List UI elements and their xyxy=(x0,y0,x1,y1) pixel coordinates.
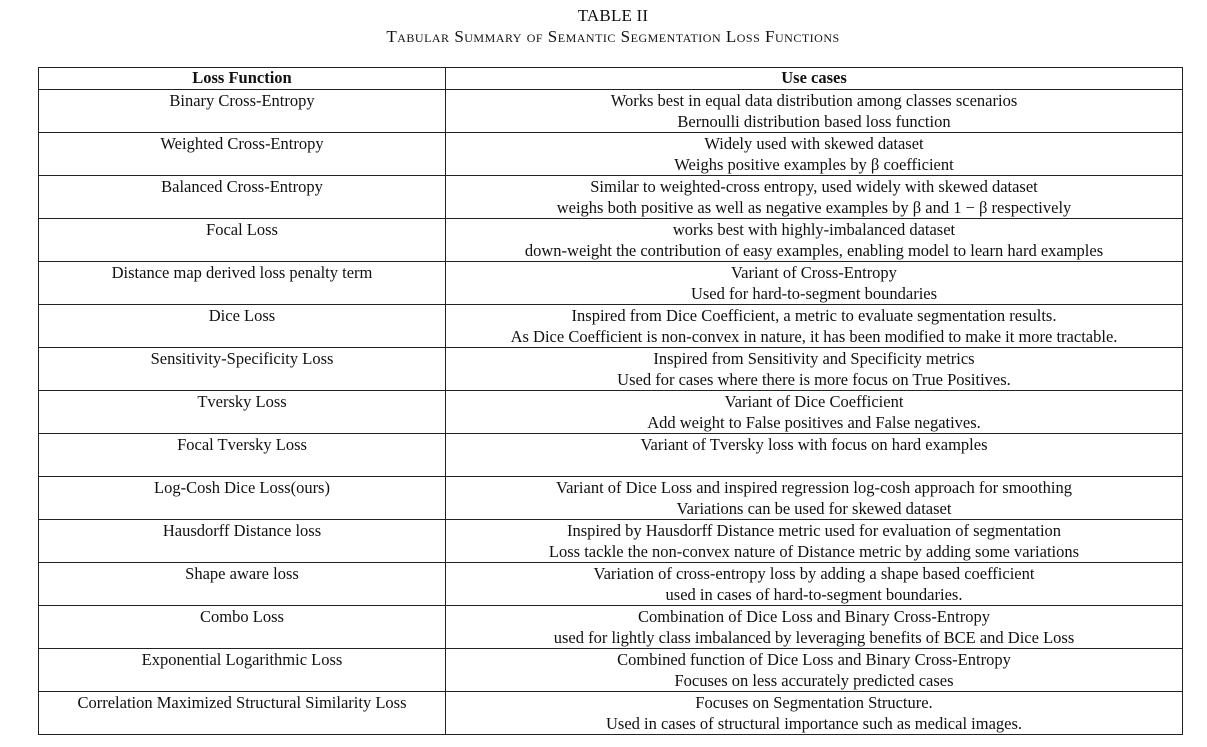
table-number: TABLE II xyxy=(577,6,649,25)
loss-name-cell xyxy=(39,262,446,305)
table-row xyxy=(39,262,1183,305)
table-row xyxy=(39,90,1183,133)
table-row xyxy=(39,176,1183,219)
table-header-row xyxy=(39,68,1183,90)
loss-name-cell xyxy=(39,649,446,692)
use-case-line-1: Variant of Cross-Entropy xyxy=(731,263,897,282)
use-case-line-1: works best with highly-imbalanced dataset xyxy=(672,220,956,239)
use-case-line-2: down-weight the contribution of easy examples, enabling model to learn hard examples xyxy=(524,241,1104,260)
use-cases-cell xyxy=(446,477,1183,520)
use-cases-cell xyxy=(446,219,1183,262)
use-case-line-1: Variant of Tversky loss with focus on hard examples xyxy=(640,435,988,454)
loss-name: Sensitivity-Specificity Loss xyxy=(150,349,334,368)
loss-name-cell xyxy=(39,606,446,649)
use-case-line-2: used in cases of hard-to-segment boundaries. xyxy=(665,585,963,604)
loss-name: Focal Loss xyxy=(206,220,278,239)
use-case-line-1: Inspired by Hausdorff Distance metric used for evaluation of segmentation xyxy=(566,521,1062,540)
use-cases-cell xyxy=(446,305,1183,348)
use-case-line-2: Used for cases where there is more focus on True Positives. xyxy=(617,370,1011,389)
use-cases-cell xyxy=(446,520,1183,563)
table-row xyxy=(39,219,1183,262)
table-row xyxy=(39,692,1183,735)
loss-name: Weighted Cross-Entropy xyxy=(160,134,324,153)
loss-name-cell xyxy=(39,133,446,176)
use-case-line-2: used for lightly class imbalanced by leveraging benefits of BCE and Dice Loss xyxy=(553,628,1075,647)
use-case-line-1: Focuses on Segmentation Structure. xyxy=(695,693,933,712)
loss-name-cell xyxy=(39,90,446,133)
loss-functions-table xyxy=(38,67,1183,735)
table-row xyxy=(39,391,1183,434)
use-cases-cell xyxy=(446,262,1183,305)
loss-name-cell xyxy=(39,391,446,434)
use-cases-cell xyxy=(446,434,1183,477)
use-cases-cell xyxy=(446,176,1183,219)
use-case-line-1: Variant of Dice Loss and inspired regression log-cosh approach for smoothing xyxy=(556,478,1072,497)
use-cases-cell xyxy=(446,391,1183,434)
table-row xyxy=(39,520,1183,563)
use-cases-cell xyxy=(446,133,1183,176)
loss-name-cell xyxy=(39,434,446,477)
use-case-line-1: Combination of Dice Loss and Binary Cross-Entropy xyxy=(638,607,990,626)
use-cases-cell xyxy=(446,348,1183,391)
header-loss-function: Loss Function xyxy=(39,68,446,90)
loss-name-cell xyxy=(39,563,446,606)
use-case-line-2: Focuses on less accurately predicted cases xyxy=(674,671,954,690)
use-case-line-2: Used in cases of structural importance such as medical images. xyxy=(605,714,1023,733)
use-case-line-2: Bernoulli distribution based loss function xyxy=(677,112,951,131)
use-case-line-2: Used for hard-to-segment boundaries xyxy=(690,284,938,303)
table-row xyxy=(39,348,1183,391)
loss-name: Binary Cross-Entropy xyxy=(169,91,315,110)
loss-name: Dice Loss xyxy=(208,306,276,325)
use-case-line-1: Widely used with skewed dataset xyxy=(704,134,924,153)
use-case-line-1: Combined function of Dice Loss and Binary Cross-Entropy xyxy=(617,650,1011,669)
use-case-line-1: Inspired from Dice Coefficient, a metric to evaluate segmentation results. xyxy=(571,306,1057,325)
use-case-line-2: Add weight to False positives and False negatives. xyxy=(647,413,981,432)
use-cases-cell xyxy=(446,90,1183,133)
loss-name-cell xyxy=(39,477,446,520)
use-case-line-2: Weighs positive examples by β coefficient xyxy=(674,155,954,174)
loss-name: Focal Tversky Loss xyxy=(177,435,307,454)
loss-name-cell xyxy=(39,176,446,219)
loss-name: Log-Cosh Dice Loss(ours) xyxy=(154,478,330,497)
use-case-line-2: Variations can be used for skewed dataset xyxy=(676,499,952,518)
loss-name: Exponential Logarithmic Loss xyxy=(141,650,343,669)
loss-name-cell xyxy=(39,520,446,563)
loss-name: Tversky Loss xyxy=(197,392,287,411)
table-row xyxy=(39,649,1183,692)
table-title: Tabular Summary of Semantic Segmentation Loss Functions xyxy=(386,27,840,46)
loss-name: Correlation Maximized Structural Similarity Loss xyxy=(77,693,407,712)
use-case-line-2: Loss tackle the non-convex nature of Distance metric by adding some variations xyxy=(548,542,1080,561)
use-case-line-2: As Dice Coefficient is non-convex in nature, it has been modified to make it more tractable. xyxy=(510,327,1118,346)
table-row xyxy=(39,563,1183,606)
table-row xyxy=(39,434,1183,477)
header-use-cases: Use cases xyxy=(446,68,1183,90)
loss-name: Balanced Cross-Entropy xyxy=(161,177,323,196)
loss-name-cell xyxy=(39,305,446,348)
use-case-line-1: Similar to weighted-cross entropy, used widely with skewed dataset xyxy=(590,177,1038,196)
use-cases-cell xyxy=(446,692,1183,735)
use-case-line-1: Variation of cross-entropy loss by adding a shape based coefficient xyxy=(593,564,1035,583)
loss-name: Distance map derived loss penalty term xyxy=(111,263,373,282)
use-cases-cell xyxy=(446,606,1183,649)
loss-name: Shape aware loss xyxy=(185,564,299,583)
table-row xyxy=(39,133,1183,176)
use-case-line-1: Inspired from Sensitivity and Specificity metrics xyxy=(653,349,975,368)
loss-name: Hausdorff Distance loss xyxy=(162,521,322,540)
table-row xyxy=(39,477,1183,520)
loss-name-cell xyxy=(39,692,446,735)
use-cases-cell xyxy=(446,563,1183,606)
use-cases-cell xyxy=(446,649,1183,692)
use-case-line-2 xyxy=(448,455,1180,476)
loss-name-cell xyxy=(39,219,446,262)
use-case-line-1: Variant of Dice Coefficient xyxy=(724,392,904,411)
loss-name: Combo Loss xyxy=(200,607,284,626)
loss-name-cell xyxy=(39,348,446,391)
table-row xyxy=(39,606,1183,649)
use-case-line-2: weighs both positive as well as negative examples by β and 1 − β respectively xyxy=(556,198,1072,217)
table-row xyxy=(39,305,1183,348)
use-case-line-1: Works best in equal data distribution among classes scenarios xyxy=(610,91,1018,110)
